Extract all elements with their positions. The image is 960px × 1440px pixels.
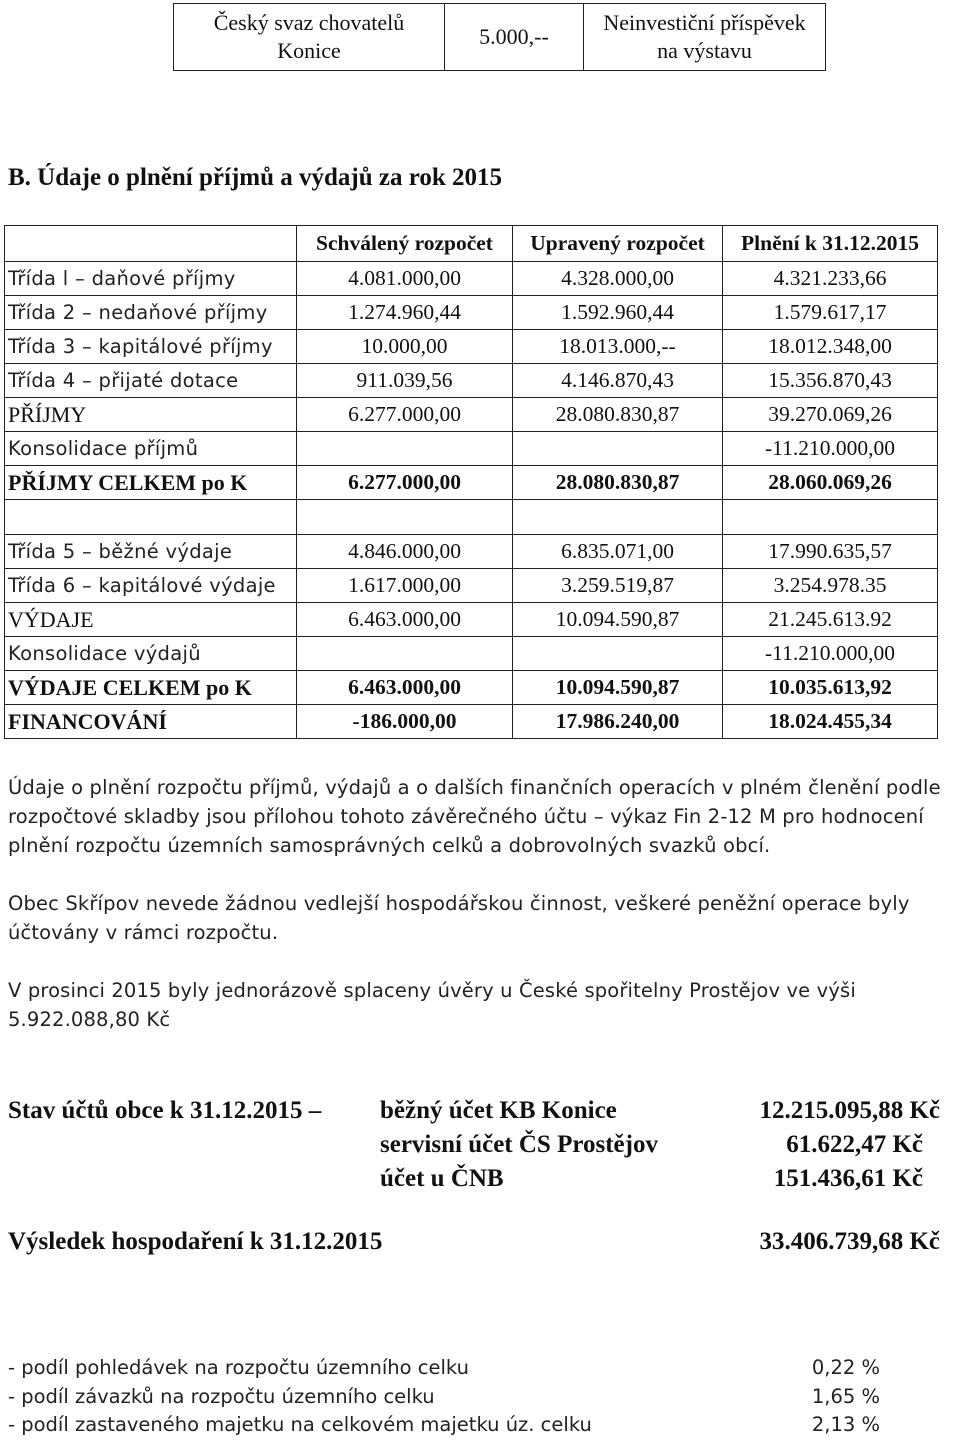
actual-value: 3.254.978.35: [723, 569, 938, 603]
table-row: [5, 535, 938, 569]
adjusted-value: [513, 637, 723, 671]
approved-value: 1.274.960,44: [297, 296, 513, 330]
actual-value: 21.245.613.92: [723, 603, 938, 637]
paragraph-fin-report: Údaje o plnění rozpočtu příjmů, výdajů a o dalších finančních operacích v plném členění podle rozpočtové skladby jsou přílohou tohoto závěrečného účtu – výkaz Fin 2-12 M pro hodnocení plnění rozpočtu územních samosprávných celků a dobrovolných svazků obcí.: [8, 776, 941, 857]
actual-value: 1.579.617,17: [723, 296, 938, 330]
approved-value: [297, 637, 513, 671]
approved-value: 6.463.000,00: [297, 603, 513, 637]
row-label: VÝDAJE: [5, 603, 297, 637]
row-label: PŘÍJMY: [5, 398, 297, 432]
table-row: [5, 330, 938, 364]
purpose-line-1: Neinvestiční příspěvek: [603, 10, 806, 35]
actual-value: 18.024.455,34: [723, 705, 938, 739]
row-label: PŘÍJMY CELKEM po K: [5, 466, 297, 500]
approved-value: 6.277.000,00: [297, 466, 513, 500]
actual-value: 10.035.613,92: [723, 671, 938, 705]
result-amount: 33.406.739,68 Kč: [759, 1228, 940, 1255]
table-row: [5, 466, 938, 500]
approved-value: 4.081.000,00: [297, 262, 513, 296]
account-amount: 61.622,47 Kč: [786, 1131, 923, 1158]
indicator-value: 0,22 %: [811, 1356, 880, 1379]
paragraph-no-side-activity: Obec Skřípov nevede žádnou vedlejší hospodářskou činnost, veškeré peněžní operace byly účtovány v rámci rozpočtu.: [8, 892, 910, 944]
approved-value: [297, 500, 513, 535]
row-label: Třída 3 – kapitálové příjmy: [5, 330, 297, 364]
adjusted-value: [513, 500, 723, 535]
top-table: [173, 3, 826, 71]
approved-value: 1.617.000,00: [297, 569, 513, 603]
adjusted-value: 28.080.830,87: [513, 398, 723, 432]
table-row: [5, 500, 938, 535]
account-amount: 12.215.095,88 Kč: [759, 1097, 940, 1124]
actual-value: 4.321.233,66: [723, 262, 938, 296]
adjusted-value: 17.986.240,00: [513, 705, 723, 739]
adjusted-value: 10.094.590,87: [513, 603, 723, 637]
table-row: [5, 432, 938, 466]
approved-value: 911.039,56: [297, 364, 513, 398]
approved-value: 6.463.000,00: [297, 671, 513, 705]
table-row: [5, 262, 938, 296]
row-label: Třída 6 – kapitálové výdaje: [5, 569, 297, 603]
row-label: Konsolidace výdajů: [5, 637, 297, 671]
table-row: [5, 296, 938, 330]
actual-value: [723, 500, 938, 535]
indicator-label: - podíl závazků na rozpočtu územního celku: [8, 1385, 435, 1408]
organization-cell: [174, 4, 445, 71]
organization-name: Český svaz chovatelů: [213, 10, 405, 35]
adjusted-value: 3.259.519,87: [513, 569, 723, 603]
table-row: [5, 569, 938, 603]
paragraph-loan-repayment: V prosinci 2015 byly jednorázově splaceny úvěry u České spořitelny Prostějov ve výši 5.922.088,80 Kč: [8, 979, 856, 1031]
table-row: [5, 705, 938, 739]
row-label: Třída 4 – přijaté dotace: [5, 364, 297, 398]
row-label: Třída 2 – nedaňové příjmy: [5, 296, 297, 330]
adjusted-value: 18.013.000,--: [513, 330, 723, 364]
row-label: FINANCOVÁNÍ: [5, 705, 297, 739]
row-label: Třída 5 – běžné výdaje: [5, 535, 297, 569]
row-label: Třída l – daňové příjmy: [5, 262, 297, 296]
account-name: účet u ČNB: [380, 1165, 504, 1192]
approved-value: 10.000,00: [297, 330, 513, 364]
indicator-label: - podíl pohledávek na rozpočtu územního celku: [8, 1356, 469, 1379]
organization-place: Konice: [277, 38, 341, 63]
actual-value: 18.012.348,00: [723, 330, 938, 364]
top-table-row: [174, 4, 826, 71]
account-name: servisní účet ČS Prostějov: [380, 1131, 658, 1158]
header-empty: [5, 226, 297, 262]
approved-value: 6.277.000,00: [297, 398, 513, 432]
indicator-value: 2,13 %: [811, 1413, 880, 1436]
adjusted-value: 10.094.590,87: [513, 671, 723, 705]
account-name: běžný účet KB Konice: [380, 1097, 617, 1124]
budget-table: [4, 225, 938, 739]
purpose-line-2: na výstavu: [657, 38, 752, 63]
indicator-label: - podíl zastaveného majetku na celkovém majetku úz. celku: [8, 1413, 592, 1436]
adjusted-value: 6.835.071,00: [513, 535, 723, 569]
approved-value: 4.846.000,00: [297, 535, 513, 569]
account-balance-title: Stav účtů obce k 31.12.2015 –: [8, 1097, 322, 1124]
approved-value: [297, 432, 513, 466]
section-heading: B. Údaje o plnění příjmů a výdajů za rok 2015: [8, 164, 503, 191]
adjusted-value: 28.080.830,87: [513, 466, 723, 500]
header-actual: Plnění k 31.12.2015: [723, 226, 938, 262]
adjusted-value: 4.146.870,43: [513, 364, 723, 398]
adjusted-value: 1.592.960,44: [513, 296, 723, 330]
table-row: [5, 364, 938, 398]
header-approved: Schválený rozpočet: [297, 226, 513, 262]
actual-value: 17.990.635,57: [723, 535, 938, 569]
adjusted-value: [513, 432, 723, 466]
row-label: Konsolidace příjmů: [5, 432, 297, 466]
actual-value: -11.210.000,00: [723, 637, 938, 671]
amount-cell: 5.000,--: [445, 4, 584, 71]
actual-value: 28.060.069,26: [723, 466, 938, 500]
actual-value: -11.210.000,00: [723, 432, 938, 466]
indicator-value: 1,65 %: [811, 1385, 880, 1408]
budget-table-header: [5, 226, 938, 262]
row-label: [5, 500, 297, 535]
account-amount: 151.436,61 Kč: [773, 1165, 923, 1192]
actual-value: 39.270.069,26: [723, 398, 938, 432]
table-row: [5, 398, 938, 432]
approved-value: -186.000,00: [297, 705, 513, 739]
result-label: Výsledek hospodaření k 31.12.2015: [8, 1228, 383, 1255]
header-adjusted: Upravený rozpočet: [513, 226, 723, 262]
table-row: [5, 671, 938, 705]
actual-value: 15.356.870,43: [723, 364, 938, 398]
table-row: [5, 603, 938, 637]
adjusted-value: 4.328.000,00: [513, 262, 723, 296]
purpose-cell: [584, 4, 826, 71]
row-label: VÝDAJE CELKEM po K: [5, 671, 297, 705]
table-row: [5, 637, 938, 671]
